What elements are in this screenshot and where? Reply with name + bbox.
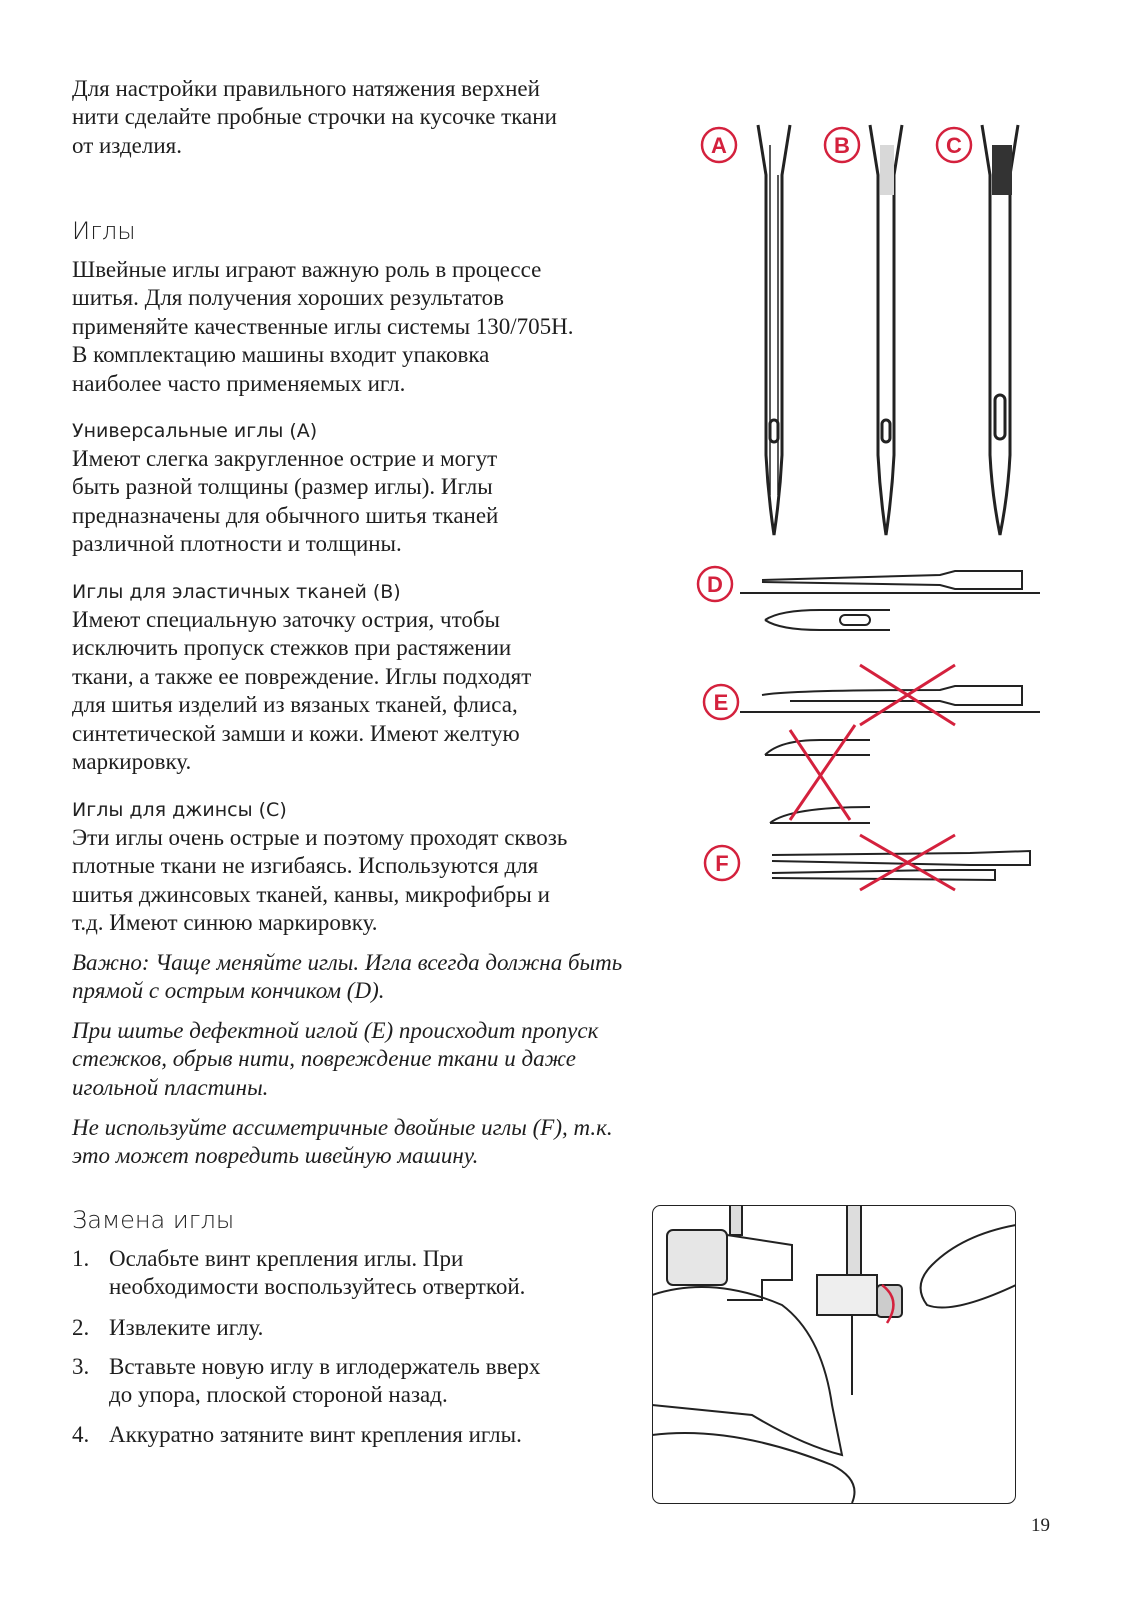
text-line: шитья. Для получения хороших результатов	[72, 285, 504, 311]
text-line: синтетической замши и кожи. Имеют желтую	[72, 720, 520, 746]
text-line: Важно: Чаще меняйте иглы. Игла всегда должна быть	[72, 950, 623, 975]
text-line: т.д. Имеют синюю маркировку.	[72, 910, 378, 936]
needle-replacement-illustration	[652, 1205, 1016, 1504]
text-line: Не используйте ассиметричные двойные иглы (F), т.к.	[72, 1115, 613, 1140]
text-line: Вставьте новую иглу в иглодержатель вверх	[109, 1354, 541, 1379]
note-defective	[72, 1017, 672, 1102]
text-line: от изделия.	[72, 132, 183, 158]
universal-needles-title: Универсальные иглы (A)	[72, 420, 318, 442]
text-line: Имеют слегка закругленное острие и могут	[72, 446, 498, 471]
step-text	[109, 1314, 263, 1342]
step-number: 4.	[72, 1422, 90, 1447]
text-line: предназначены для обычного шитья тканей	[72, 502, 499, 528]
text-line: нити сделайте пробные строчки на кусочке ткани	[72, 104, 557, 130]
replace-needle-heading: Замена иглы	[72, 1206, 235, 1234]
label-c: C	[946, 133, 962, 158]
text-line: При шитье дефектной иглой (E) происходит пропуск	[72, 1018, 599, 1043]
text-line: Извлеките иглу.	[109, 1315, 264, 1340]
text-line: Эти иглы очень острые и поэтому проходят сквозь	[72, 825, 568, 850]
step-text	[109, 1245, 525, 1302]
step-number: 1.	[72, 1246, 90, 1271]
needle-a	[758, 125, 790, 535]
denim-needles-text	[72, 824, 672, 938]
text-line: Для настройки правильного натяжения верхней	[72, 76, 540, 101]
cross-marks	[790, 665, 955, 890]
text-line: маркировку.	[72, 748, 192, 774]
text-line: шитья джинсовых тканей, канвы, микрофибры и	[72, 881, 550, 907]
needle-d	[762, 571, 1022, 589]
yellow-marking	[880, 145, 894, 195]
universal-needles-text	[72, 445, 672, 559]
needles-paragraph	[72, 256, 672, 398]
text-line: стежков, обрыв нити, повреждение ткани и даже	[72, 1046, 576, 1072]
note-twin-needles	[72, 1114, 672, 1171]
needle-types-illustration	[690, 115, 1050, 915]
text-line: прямой с острым кончиком (D).	[72, 978, 385, 1004]
text-line: плотные ткани не изгибаясь. Используются для	[72, 853, 539, 879]
label-d: D	[707, 572, 723, 597]
text-line: исключить пропуск стежков при растяжении	[72, 635, 512, 661]
needle-e	[762, 686, 1022, 705]
stretch-needles-title: Иглы для эластичных тканей (B)	[72, 581, 401, 603]
text-line: наиболее часто применяемых игл.	[72, 370, 406, 396]
text-line: для шитья изделий из вязаных тканей, флиса,	[72, 692, 518, 718]
text-line: быть разной толщины (размер иглы). Иглы	[72, 474, 493, 500]
step-text	[109, 1421, 522, 1449]
step-text	[109, 1353, 540, 1410]
text-line: Имеют специальную заточку острия, чтобы	[72, 607, 501, 632]
text-line: В комплектацию машины входит упаковка	[72, 342, 490, 368]
label-f: F	[715, 851, 729, 876]
blue-marking	[992, 145, 1012, 195]
denim-needles-title: Иглы для джинсы (C)	[72, 799, 287, 821]
note-important	[72, 949, 672, 1006]
text-line: игольной пластины.	[72, 1074, 269, 1100]
label-b: B	[834, 133, 850, 158]
text-line: Аккуратно затяните винт крепления иглы.	[109, 1422, 522, 1447]
label-a: A	[711, 133, 727, 158]
step-number: 2.	[72, 1315, 90, 1340]
step-number: 3.	[72, 1354, 90, 1379]
text-line: необходимости воспользуйтесь отверткой.	[109, 1274, 526, 1300]
text-line: применяйте качественные иглы системы 130/705H.	[72, 313, 574, 339]
text-line: различной плотности и толщины.	[72, 531, 402, 557]
needles-heading: Иглы	[72, 217, 136, 245]
intro-paragraph	[72, 75, 672, 160]
page-number: 19	[1031, 1515, 1050, 1536]
text-line: Ослабьте винт крепления иглы. При	[109, 1246, 464, 1271]
text-line: ткани, а также ее повреждение. Иглы подходят	[72, 663, 532, 689]
text-line: Швейные иглы играют важную роль в процессе	[72, 257, 542, 282]
text-line: это может повредить швейную машину.	[72, 1143, 479, 1169]
stretch-needles-text	[72, 606, 672, 776]
label-e: E	[713, 690, 729, 715]
text-line: до упора, плоской стороной назад.	[109, 1382, 448, 1408]
